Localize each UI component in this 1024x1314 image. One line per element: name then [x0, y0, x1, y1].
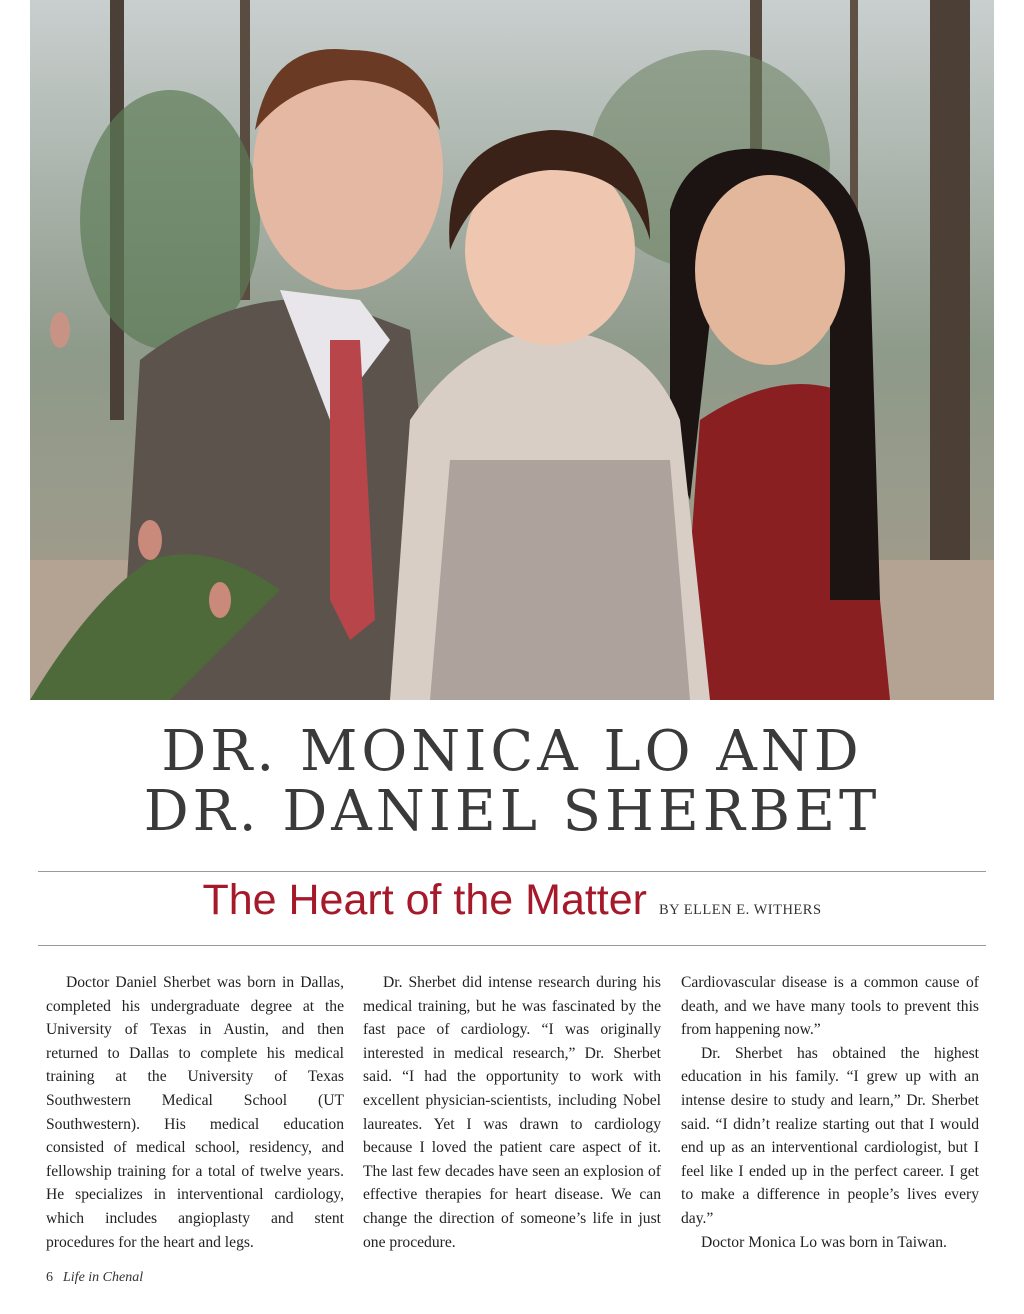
article-headline — [0, 719, 1024, 844]
article-subtitle: The Heart of the Matter — [202, 876, 647, 924]
page-footer — [46, 1270, 143, 1286]
headline-line-2: DR. DANIEL SHERBET — [143, 779, 881, 844]
paragraph: Cardiovascular disease is a common cause of death, and we have many tools to prevent this from happening now.” — [681, 974, 979, 1039]
text-column-1 — [46, 971, 344, 1254]
headline-line-1: DR. MONICA LO AND — [161, 719, 863, 784]
author-byline: BY ELLEN E. WITHERS — [658, 902, 822, 918]
family-portrait-photo — [30, 0, 994, 700]
publication-name: Life in Chenal — [63, 1270, 144, 1285]
divider-top — [38, 871, 986, 872]
subtitle-row — [0, 876, 1024, 925]
paragraph: Doctor Monica Lo was born in Taiwan. — [701, 1233, 947, 1251]
text-column-2 — [363, 971, 661, 1254]
page-number: 6 — [46, 1270, 53, 1285]
paragraph: Doctor Daniel Sherbet was born in Dallas, completed his undergraduate degree at the University of Texas in Austin, and then returned to Dallas to complete his medical training at the University of Texas Southwestern Medical School (UT Southwestern). His medical education consisted of medical school, residency, and fellowship training for a total of twelve years. He specializes in interventional cardiology, which includes angioplasty and stent procedures for the heart and legs. — [46, 974, 344, 1251]
paragraph: Dr. Sherbet has obtained the highest education in his family. “I grew up with an intense desire to study and learn,” Dr. Sherbet said. “I didn’t realize starting out that I would end up as an interventional cardiologist, but I feel like I ended up in the perfect career. I get to make a difference in people’s lives every day.” — [681, 1044, 979, 1227]
text-column-3 — [681, 971, 979, 1254]
paragraph: Dr. Sherbet did intense research during his medical training, but he was fascinated by the fast pace of cardiology. “I was originally interested in medical research,” Dr. Sherbet said. “I had the opportunity to work with excellent physician-scientists, including Nobel laureates. Yet I was drawn to cardiology because I loved the patient care aspect of it. The last few decades have seen an explosion of effective therapies for heart disease. We can change the direction of someone’s life in just one procedure. — [363, 974, 661, 1251]
divider-bottom — [38, 945, 986, 946]
